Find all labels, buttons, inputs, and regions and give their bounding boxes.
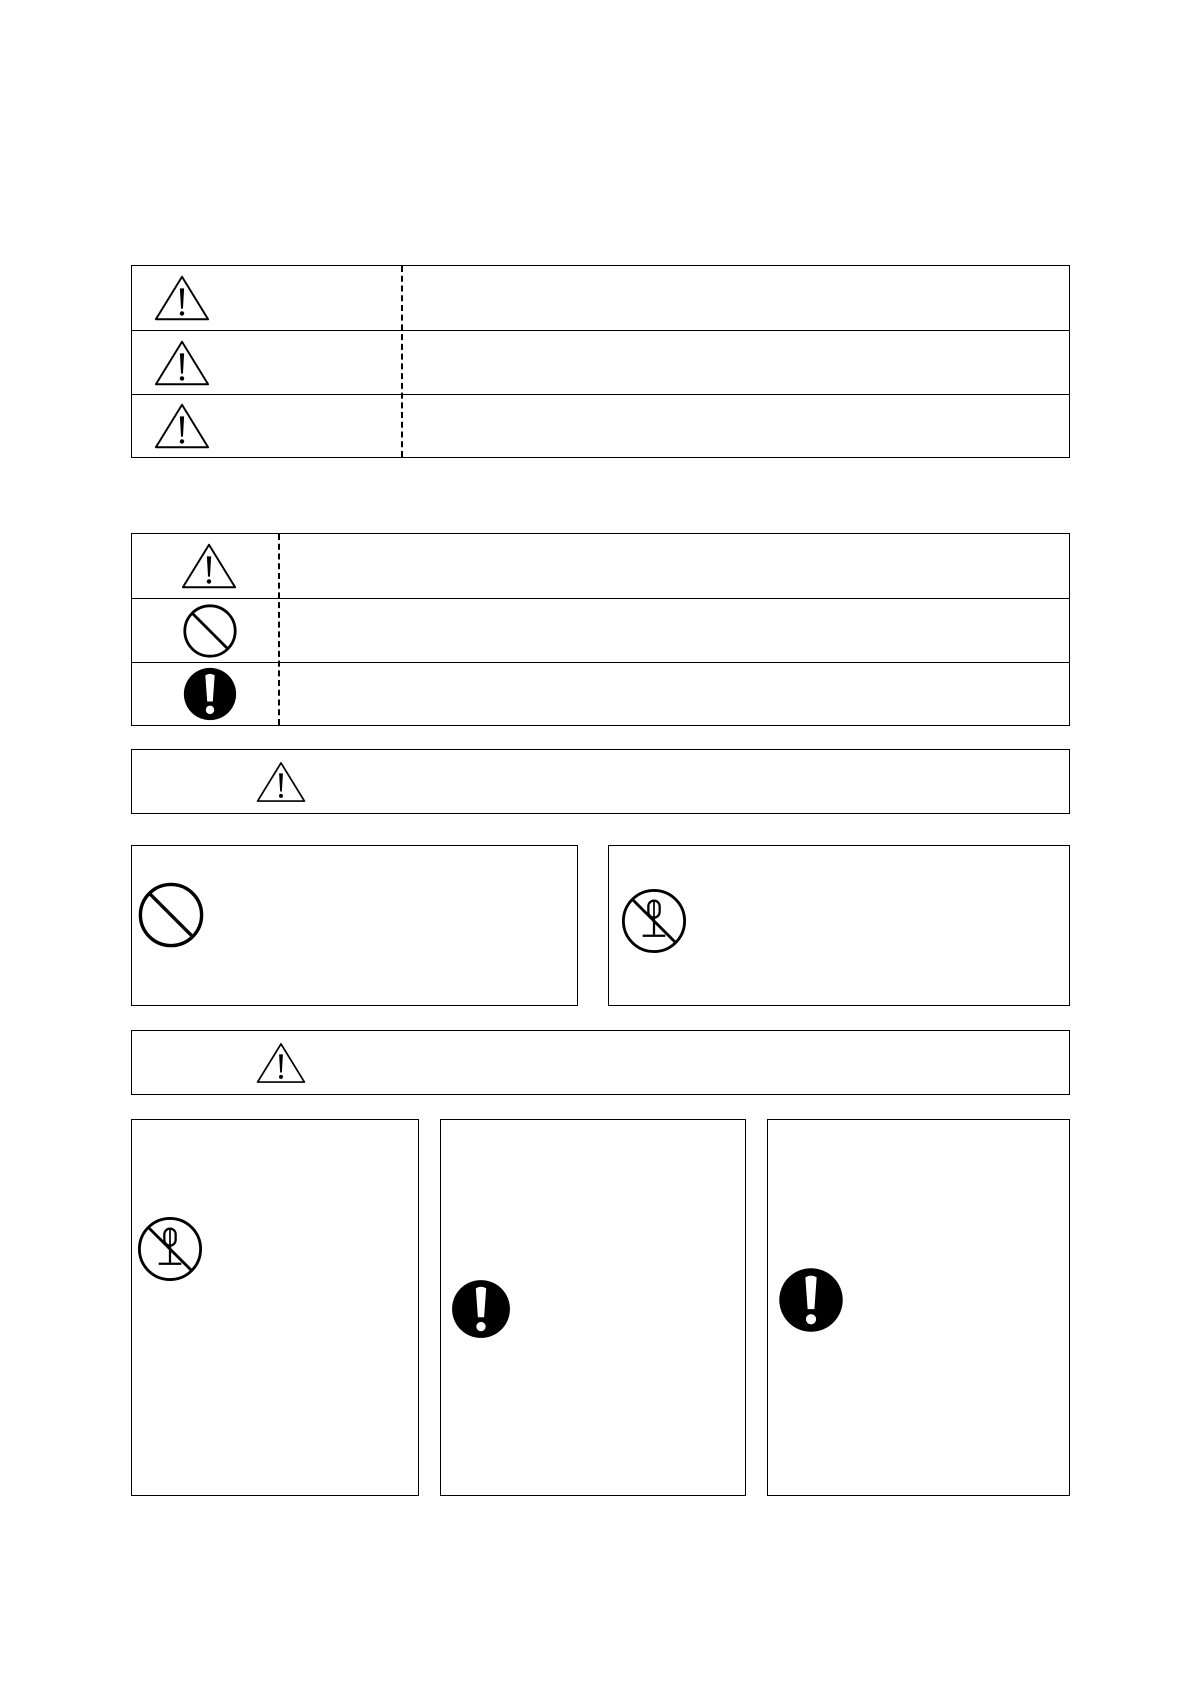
warning-triangle-icon <box>153 273 211 323</box>
signal-word-row <box>132 266 1069 330</box>
warning-triangle-icon <box>153 338 211 388</box>
section-header <box>131 1030 1070 1095</box>
precaution-panel <box>767 1119 1070 1496</box>
signal-words-table <box>131 265 1070 458</box>
no-disassembly-icon <box>136 1215 204 1283</box>
symbol-row <box>132 598 1069 662</box>
precaution-panel <box>131 1119 419 1496</box>
section-header <box>131 749 1070 814</box>
warning-triangle-icon <box>153 401 211 451</box>
column-divider <box>401 266 403 457</box>
warning-triangle-icon <box>255 760 307 804</box>
column-divider <box>278 534 280 725</box>
symbols-table <box>131 533 1070 726</box>
precaution-panel <box>608 845 1070 1006</box>
warning-triangle-icon <box>255 1041 307 1085</box>
prohibited-icon <box>182 603 238 659</box>
symbol-row <box>132 534 1069 598</box>
precaution-panel <box>440 1119 746 1496</box>
prohibited-icon <box>137 881 205 949</box>
mandatory-action-icon <box>777 1266 845 1334</box>
signal-word-row <box>132 394 1069 457</box>
no-disassembly-icon <box>620 887 688 955</box>
warning-triangle-icon <box>180 541 238 591</box>
symbol-row <box>132 662 1069 725</box>
mandatory-action-icon <box>450 1278 512 1340</box>
signal-word-row <box>132 330 1069 394</box>
precaution-panel <box>131 845 578 1006</box>
mandatory-action-icon <box>182 666 238 722</box>
